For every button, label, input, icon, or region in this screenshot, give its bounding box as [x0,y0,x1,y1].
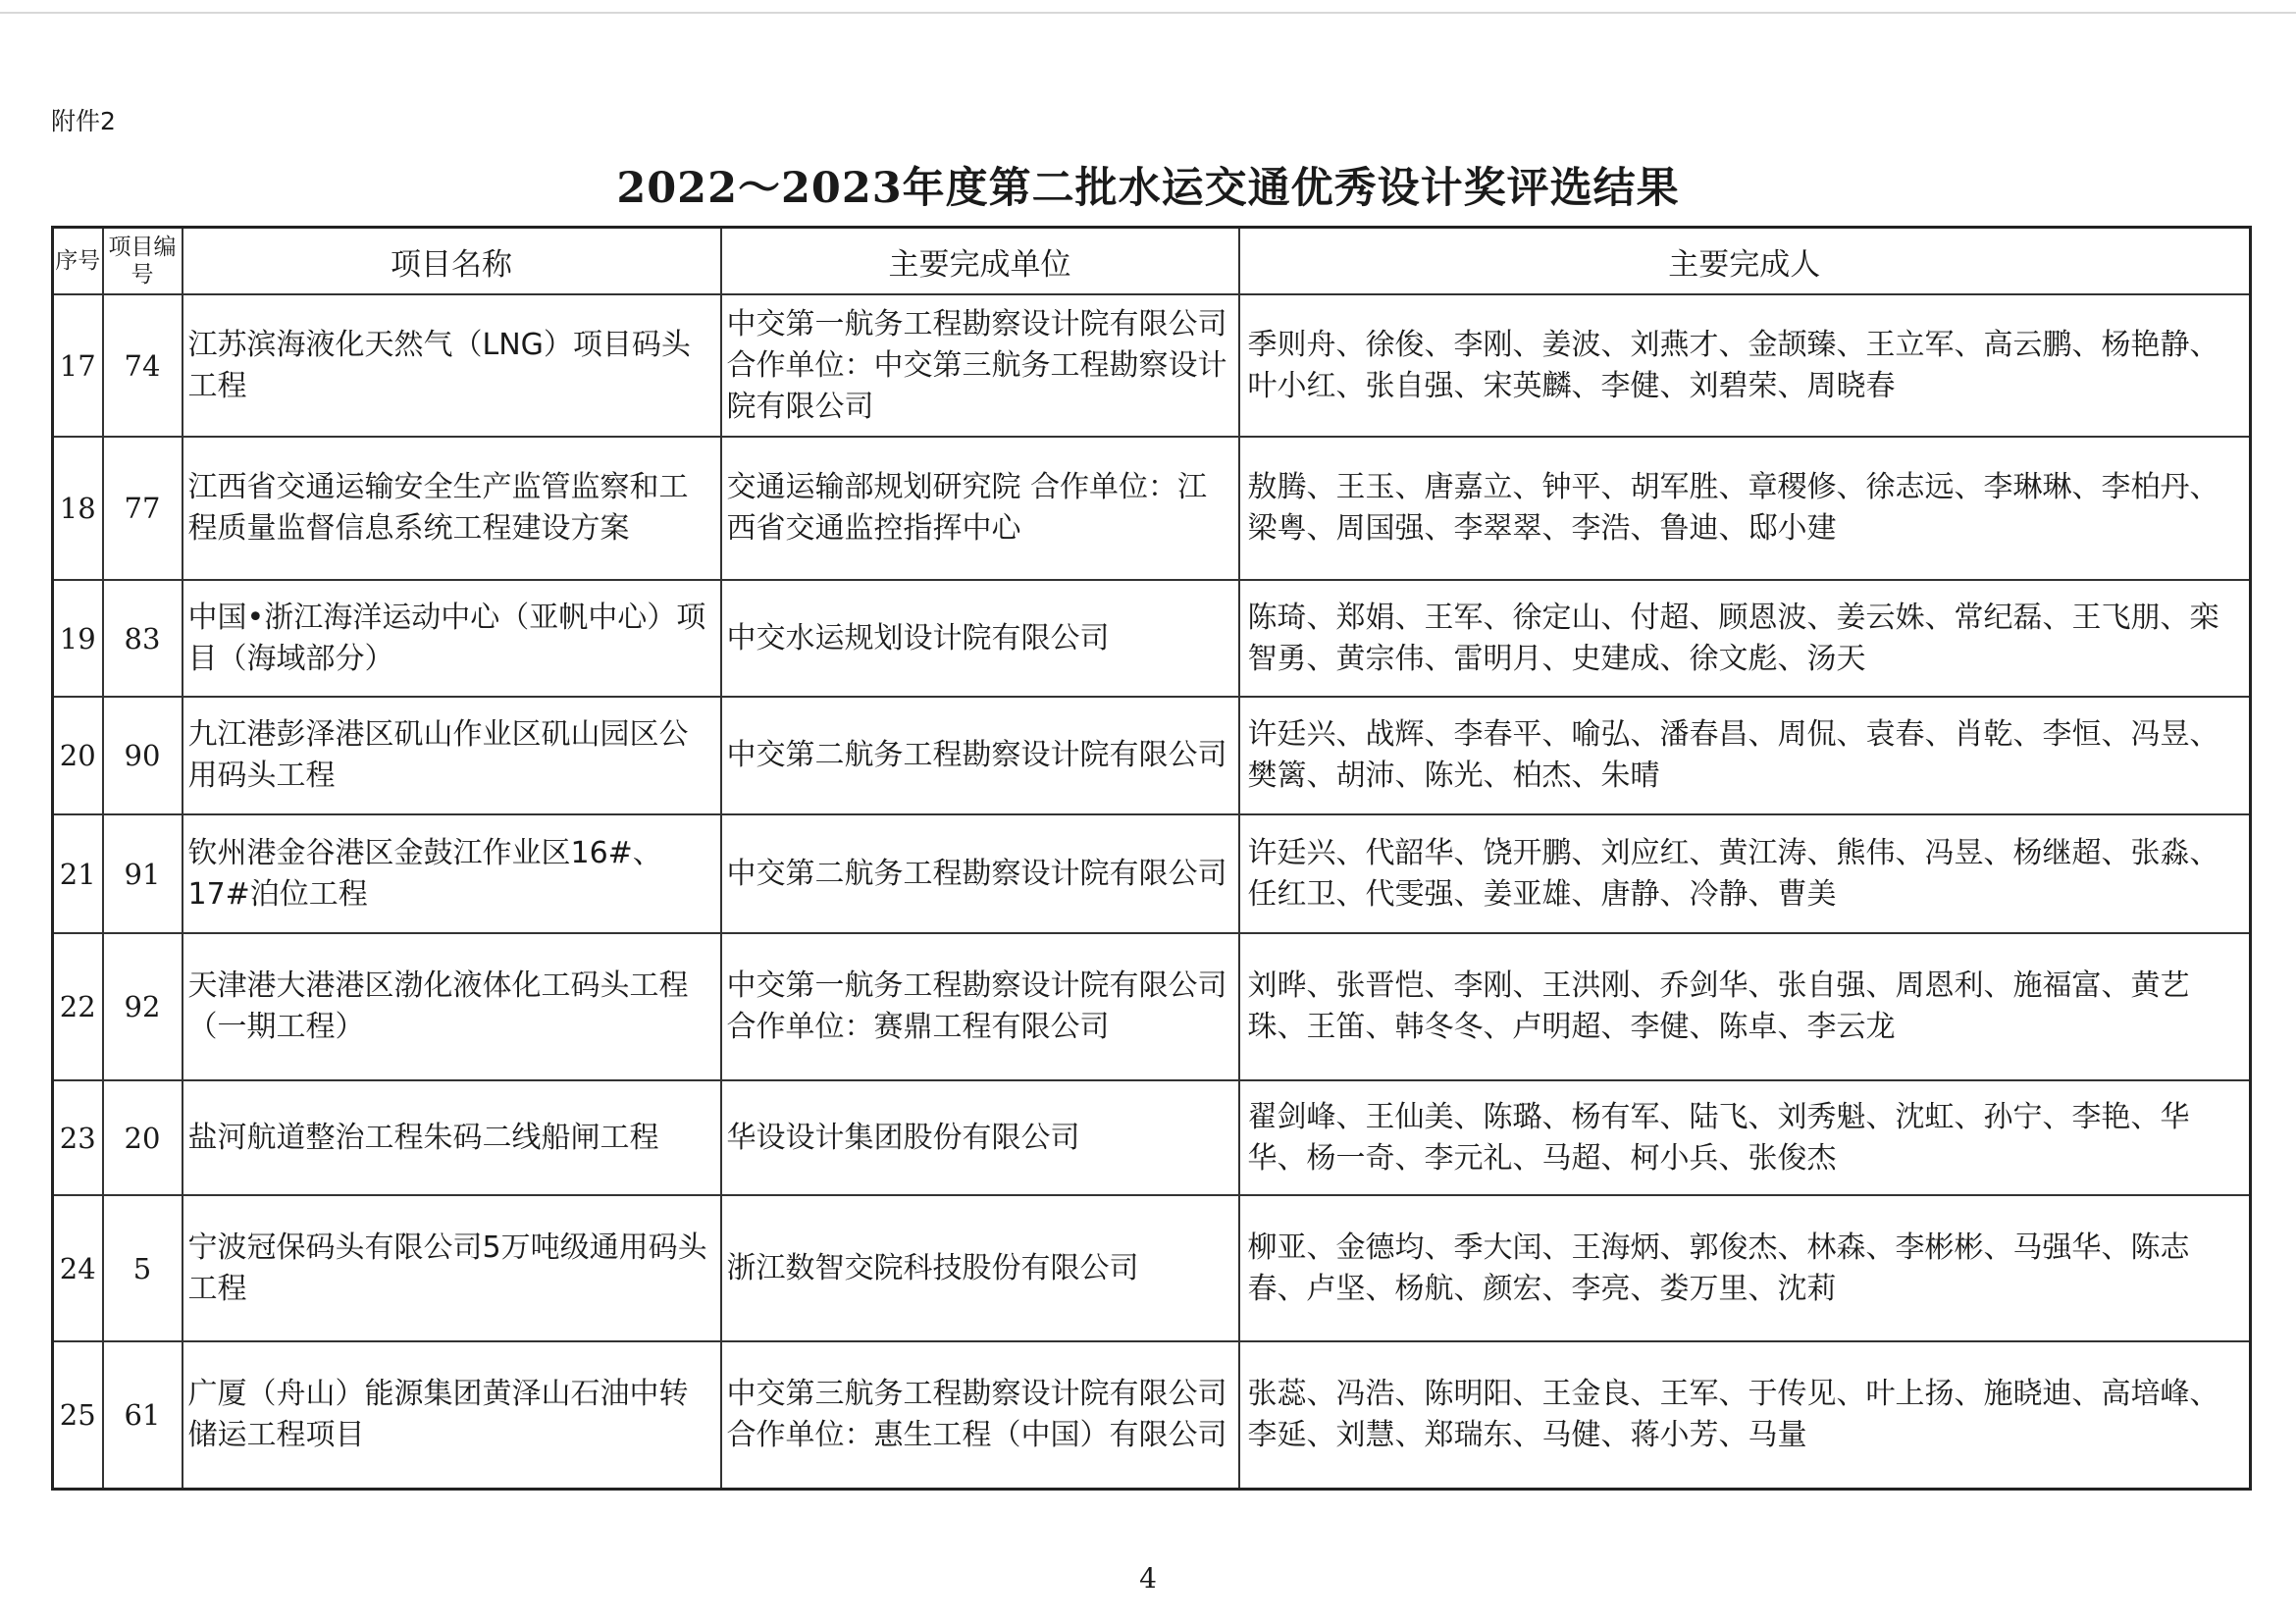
cell-units: 中交第二航务工程勘察设计院有限公司 [721,814,1239,933]
cell-seq: 25 [53,1341,103,1489]
table-row [53,1080,2251,1195]
header-project-no: 项目编号 [103,228,183,295]
cell-project-no: 74 [103,294,183,437]
cell-project-name: 钦州港金谷港区金鼓江作业区16#、17#泊位工程 [183,814,721,933]
cell-units: 浙江数智交院科技股份有限公司 [721,1195,1239,1341]
cell-seq: 23 [53,1080,103,1195]
cell-project-no: 61 [103,1341,183,1489]
cell-people: 陈琦、郑娟、王军、徐定山、付超、顾恩波、姜云姝、常纪磊、王飞朋、栾智勇、黄宗伟、雷明月、史建成、徐文彪、汤天 [1239,580,2251,697]
table-row [53,697,2251,814]
table-row [53,294,2251,437]
cell-project-name: 广厦（舟山）能源集团黄泽山石油中转储运工程项目 [183,1341,721,1489]
attachment-label: 附件2 [51,107,116,135]
results-table [51,226,2252,1491]
table-row [53,437,2251,580]
table-row [53,933,2251,1080]
cell-people: 季则舟、徐俊、李刚、姜波、刘燕才、金颉臻、王立军、高云鹏、杨艳静、叶小红、张自强、宋英麟、李健、刘碧荣、周晓春 [1239,294,2251,437]
cell-units: 中交第一航务工程勘察设计院有限公司 合作单位：中交第三航务工程勘察设计院有限公司 [721,294,1239,437]
cell-project-name: 盐河航道整治工程朱码二线船闸工程 [183,1080,721,1195]
cell-project-no: 91 [103,814,183,933]
table-row [53,580,2251,697]
cell-units: 中交水运规划设计院有限公司 [721,580,1239,697]
header-people: 主要完成人 [1239,228,2251,295]
header-project-name: 项目名称 [183,228,721,295]
cell-project-name: 天津港大港港区渤化液体化工码头工程（一期工程） [183,933,721,1080]
cell-units: 中交第二航务工程勘察设计院有限公司 [721,697,1239,814]
cell-seq: 21 [53,814,103,933]
cell-seq: 22 [53,933,103,1080]
cell-project-name: 江西省交通运输安全生产监管监察和工程质量监督信息系统工程建设方案 [183,437,721,580]
cell-project-no: 77 [103,437,183,580]
cell-project-name: 中国•浙江海洋运动中心（亚帆中心）项目（海域部分） [183,580,721,697]
header-units: 主要完成单位 [721,228,1239,295]
cell-project-no: 83 [103,580,183,697]
cell-project-name: 宁波冠保码头有限公司5万吨级通用码头工程 [183,1195,721,1341]
cell-people: 许廷兴、代韶华、饶开鹏、刘应红、黄江涛、熊伟、冯昱、杨继超、张淼、任红卫、代雯强、姜亚雄、唐静、冷静、曹美 [1239,814,2251,933]
cell-people: 敖腾、王玉、唐嘉立、钟平、胡军胜、章稷修、徐志远、李琳琳、李柏丹、梁粤、周国强、李翠翠、李浩、鲁迪、邸小建 [1239,437,2251,580]
cell-project-no: 20 [103,1080,183,1195]
cell-project-no: 5 [103,1195,183,1341]
cell-units: 华设设计集团股份有限公司 [721,1080,1239,1195]
cell-people: 翟剑峰、王仙美、陈璐、杨有军、陆飞、刘秀魁、沈虹、孙宁、李艳、华华、杨一奇、李元礼、马超、柯小兵、张俊杰 [1239,1080,2251,1195]
table-row [53,1195,2251,1341]
table-header-row [53,228,2251,295]
cell-units: 交通运输部规划研究院 合作单位：江西省交通监控指挥中心 [721,437,1239,580]
cell-seq: 17 [53,294,103,437]
table-row [53,814,2251,933]
cell-project-name: 九江港彭泽港区矶山作业区矶山园区公用码头工程 [183,697,721,814]
page-number: 4 [1139,1562,1157,1595]
cell-people: 许廷兴、战辉、李春平、喻弘、潘春昌、周侃、袁春、肖乾、李恒、冯昱、樊篱、胡沛、陈光、柏杰、朱晴 [1239,697,2251,814]
cell-project-name: 江苏滨海液化天然气（LNG）项目码头工程 [183,294,721,437]
table-row [53,1341,2251,1489]
cell-units: 中交第一航务工程勘察设计院有限公司 合作单位：赛鼎工程有限公司 [721,933,1239,1080]
cell-seq: 18 [53,437,103,580]
cell-seq: 19 [53,580,103,697]
page-title: 2022～2023年度第二批水运交通优秀设计奖评选结果 [616,164,1680,213]
cell-people: 刘晔、张晋恺、李刚、王洪刚、乔剑华、张自强、周恩利、施福富、黄艺珠、王笛、韩冬冬、卢明超、李健、陈卓、李云龙 [1239,933,2251,1080]
cell-seq: 24 [53,1195,103,1341]
cell-project-no: 90 [103,697,183,814]
top-scan-rule [0,12,2296,14]
cell-seq: 20 [53,697,103,814]
cell-project-no: 92 [103,933,183,1080]
cell-people: 柳亚、金德均、季大闰、王海炳、郭俊杰、林森、李彬彬、马强华、陈志春、卢坚、杨航、颜宏、李亮、娄万里、沈莉 [1239,1195,2251,1341]
cell-units: 中交第三航务工程勘察设计院有限公司 合作单位：惠生工程（中国）有限公司 [721,1341,1239,1489]
header-seq: 序号 [53,228,103,295]
cell-people: 张蕊、冯浩、陈明阳、王金良、王军、于传见、叶上扬、施晓迪、高培峰、李延、刘慧、郑瑞东、马健、蒋小芳、马量 [1239,1341,2251,1489]
